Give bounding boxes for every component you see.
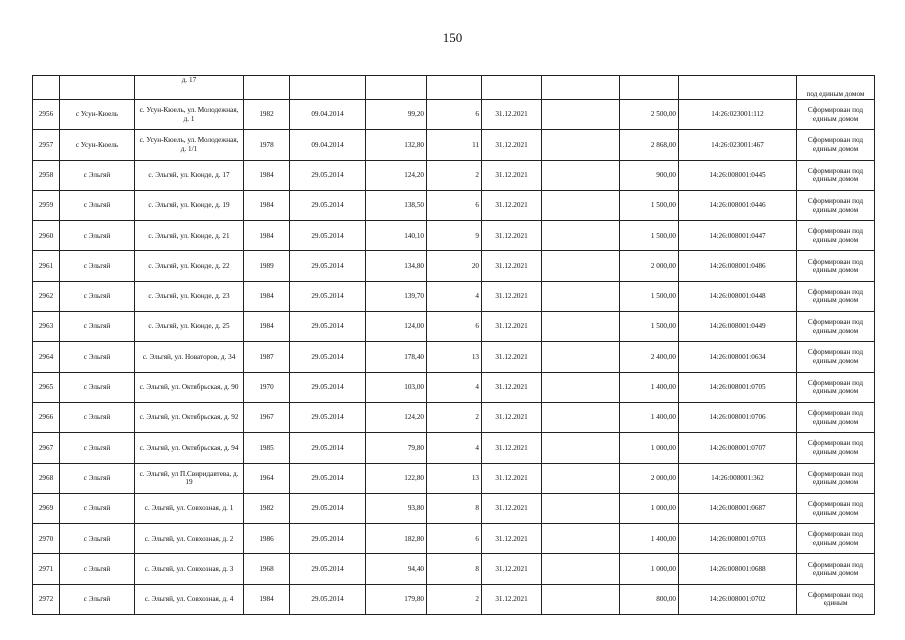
- cell-address: с. Усун-Кюель, ул. Молодежная, д. 1/1: [135, 130, 244, 160]
- cell-deadline: 31.12.2021: [482, 281, 542, 311]
- cell-deadline: 31.12.2021: [482, 372, 542, 402]
- cell-area: 122,80: [366, 463, 427, 493]
- table-row: [33, 493, 875, 523]
- page-number: 150: [442, 30, 463, 45]
- cell-date: 29.05.2014: [290, 312, 366, 342]
- cell-area: 99,20: [366, 100, 427, 130]
- cell-year: 1984: [244, 312, 290, 342]
- cell-amount: 800,00: [620, 584, 679, 614]
- cell-date: [290, 76, 366, 100]
- cell-amount: 1 400,00: [620, 372, 679, 402]
- table-row: [33, 251, 875, 281]
- cell-num: 2970: [33, 524, 60, 554]
- cell-date: 09.04.2014: [290, 130, 366, 160]
- cell-cadastre: 14:26:008001:0705: [679, 372, 797, 402]
- cell-status: Сформирован под единым домом: [797, 281, 875, 311]
- cell-year: 1984: [244, 584, 290, 614]
- cell-area: 134,80: [366, 251, 427, 281]
- cell-date: 29.05.2014: [290, 524, 366, 554]
- cell-num: 2968: [33, 463, 60, 493]
- cell-status: Сформирован под единым домом: [797, 251, 875, 281]
- cell-amount: 2 868,00: [620, 130, 679, 160]
- cell-date: 29.05.2014: [290, 160, 366, 190]
- cell-area: 124,00: [366, 312, 427, 342]
- cell-date: 29.05.2014: [290, 463, 366, 493]
- cell-num: 2966: [33, 402, 60, 432]
- table-row: [33, 554, 875, 584]
- cell-address: с. Эльгяй, ул. Кюнде, д. 25: [135, 312, 244, 342]
- cell-units: 20: [427, 251, 482, 281]
- cell-units: 13: [427, 463, 482, 493]
- cell-extra: [542, 463, 620, 493]
- cell-settlement: [60, 76, 135, 100]
- cell-extra: [542, 524, 620, 554]
- cell-cadastre: 14:26:008001:0707: [679, 433, 797, 463]
- cell-settlement: с Эльгяй: [60, 402, 135, 432]
- cell-units: 6: [427, 100, 482, 130]
- cell-amount: 2 000,00: [620, 463, 679, 493]
- cell-cadastre: 14:26:008001:0703: [679, 524, 797, 554]
- cell-settlement: с Эльгяй: [60, 554, 135, 584]
- cell-area: 93,80: [366, 493, 427, 523]
- cell-extra: [542, 372, 620, 402]
- cell-num: 2964: [33, 342, 60, 372]
- cell-cadastre: 14:26:008001:0446: [679, 190, 797, 220]
- table-row: [33, 372, 875, 402]
- cell-deadline: [482, 76, 542, 100]
- cell-amount: 1 400,00: [620, 402, 679, 432]
- cell-cadastre: 14:26:008001:0688: [679, 554, 797, 584]
- cell-status: Сформирован под единым домом: [797, 160, 875, 190]
- cell-year: 1970: [244, 372, 290, 402]
- cell-deadline: 31.12.2021: [482, 493, 542, 523]
- cell-address: д. 17: [135, 76, 244, 100]
- cell-address: с. Эльгяй, ул. Октябрьская, д. 94: [135, 433, 244, 463]
- cell-extra: [542, 402, 620, 432]
- cell-date: 29.05.2014: [290, 372, 366, 402]
- cell-date: 29.05.2014: [290, 190, 366, 220]
- cell-settlement: с Эльгяй: [60, 372, 135, 402]
- cell-date: 29.05.2014: [290, 221, 366, 251]
- cell-status: Сформирован под единым: [797, 584, 875, 614]
- cell-num: 2956: [33, 100, 60, 130]
- cell-year: 1982: [244, 100, 290, 130]
- cell-amount: 1 500,00: [620, 312, 679, 342]
- cell-units: 2: [427, 402, 482, 432]
- cell-year: 1986: [244, 524, 290, 554]
- cell-amount: [620, 76, 679, 100]
- cell-units: 4: [427, 281, 482, 311]
- cell-date: 29.05.2014: [290, 251, 366, 281]
- cell-year: 1985: [244, 433, 290, 463]
- cell-extra: [542, 160, 620, 190]
- cell-deadline: 31.12.2021: [482, 251, 542, 281]
- cell-address: с. Эльгяй, ул. Новаторов, д. 34: [135, 342, 244, 372]
- table-row: [33, 190, 875, 220]
- cell-settlement: с Эльгяй: [60, 524, 135, 554]
- cell-area: 182,80: [366, 524, 427, 554]
- cell-date: 29.05.2014: [290, 342, 366, 372]
- cell-year: 1978: [244, 130, 290, 160]
- cell-date: 29.05.2014: [290, 433, 366, 463]
- cell-status: Сформирован под единым домом: [797, 433, 875, 463]
- cell-address: с. Эльгяй, ул П.Свиридавтева, д. 19: [135, 463, 244, 493]
- cell-cadastre: [679, 76, 797, 100]
- cell-amount: 1 500,00: [620, 221, 679, 251]
- cell-status: Сформирован под единым домом: [797, 100, 875, 130]
- cell-amount: 1 000,00: [620, 493, 679, 523]
- cell-status: Сформирован под единым домом: [797, 493, 875, 523]
- cell-amount: 2 000,00: [620, 251, 679, 281]
- cell-units: 11: [427, 130, 482, 160]
- cell-settlement: с Эльгяй: [60, 342, 135, 372]
- cell-extra: [542, 433, 620, 463]
- cell-status: Сформирован под единым домом: [797, 221, 875, 251]
- cell-cadastre: 14:26:008001:0448: [679, 281, 797, 311]
- cell-num: 2957: [33, 130, 60, 160]
- table-row: [33, 281, 875, 311]
- cell-cadastre: 14:26:008001:0702: [679, 584, 797, 614]
- cell-address: с. Эльгяй, ул. Кюнде, д. 17: [135, 160, 244, 190]
- cell-extra: [542, 281, 620, 311]
- cell-date: 29.05.2014: [290, 493, 366, 523]
- table-row: [33, 221, 875, 251]
- cell-cadastre: 14:26:008001:0447: [679, 221, 797, 251]
- cell-deadline: 31.12.2021: [482, 190, 542, 220]
- cell-year: 1982: [244, 493, 290, 523]
- cell-units: [427, 76, 482, 100]
- cell-deadline: 31.12.2021: [482, 312, 542, 342]
- cell-address: с. Эльгяй, ул. Октябрьская, д. 92: [135, 402, 244, 432]
- cell-date: 29.05.2014: [290, 402, 366, 432]
- cell-cadastre: 14:26:008001:0687: [679, 493, 797, 523]
- cell-extra: [542, 251, 620, 281]
- cell-area: 103,00: [366, 372, 427, 402]
- cell-status: под единым домом: [797, 76, 875, 100]
- cell-amount: 1 500,00: [620, 190, 679, 220]
- cell-deadline: 31.12.2021: [482, 100, 542, 130]
- cell-amount: 2 400,00: [620, 342, 679, 372]
- table-row: [33, 160, 875, 190]
- cell-units: 2: [427, 160, 482, 190]
- cell-settlement: с Эльгяй: [60, 251, 135, 281]
- cell-units: 4: [427, 372, 482, 402]
- cell-amount: 1 400,00: [620, 524, 679, 554]
- cell-date: 09.04.2014: [290, 100, 366, 130]
- cell-status: Сформирован под единым домом: [797, 524, 875, 554]
- cell-cadastre: 14:26:023001:467: [679, 130, 797, 160]
- cell-units: 8: [427, 493, 482, 523]
- cell-year: 1967: [244, 402, 290, 432]
- cell-year: 1984: [244, 221, 290, 251]
- cell-num: 2962: [33, 281, 60, 311]
- cell-date: 29.05.2014: [290, 584, 366, 614]
- cell-cadastre: 14:26:008001:0706: [679, 402, 797, 432]
- cell-settlement: с Эльгяй: [60, 312, 135, 342]
- cell-area: 94,40: [366, 554, 427, 584]
- cell-extra: [542, 312, 620, 342]
- cell-deadline: 31.12.2021: [482, 463, 542, 493]
- cell-status: Сформирован под единым домом: [797, 342, 875, 372]
- cell-year: 1984: [244, 190, 290, 220]
- cell-area: 124,20: [366, 160, 427, 190]
- cell-area: 132,80: [366, 130, 427, 160]
- cell-num: 2969: [33, 493, 60, 523]
- cell-area: 178,40: [366, 342, 427, 372]
- cell-settlement: с Усун-Кюель: [60, 100, 135, 130]
- cell-num: [33, 76, 60, 100]
- cell-status: Сформирован под единым домом: [797, 554, 875, 584]
- cell-deadline: 31.12.2021: [482, 160, 542, 190]
- cell-extra: [542, 76, 620, 100]
- cell-status: Сформирован под единым домом: [797, 312, 875, 342]
- table-row: [33, 312, 875, 342]
- cell-deadline: 31.12.2021: [482, 402, 542, 432]
- cell-extra: [542, 342, 620, 372]
- cell-num: 2967: [33, 433, 60, 463]
- cell-year: 1968: [244, 554, 290, 584]
- cell-address: с. Эльгяй, ул. Совхозная, д. 4: [135, 584, 244, 614]
- cell-status: Сформирован под единым домом: [797, 372, 875, 402]
- cell-settlement: с Эльгяй: [60, 463, 135, 493]
- cell-amount: 1 000,00: [620, 554, 679, 584]
- cell-units: 13: [427, 342, 482, 372]
- cell-settlement: с Усун-Кюель: [60, 130, 135, 160]
- cell-cadastre: 14:26:008001:0486: [679, 251, 797, 281]
- cell-area: 179,80: [366, 584, 427, 614]
- cell-amount: 1 000,00: [620, 433, 679, 463]
- cell-year: 1989: [244, 251, 290, 281]
- cell-address: с. Эльгяй, ул. Октябрьская, д. 90: [135, 372, 244, 402]
- cell-num: 2963: [33, 312, 60, 342]
- cell-address: с. Эльгяй, ул. Совхозная, д. 3: [135, 554, 244, 584]
- cell-cadastre: 14:26:008001:0634: [679, 342, 797, 372]
- cell-address: с. Эльгяй, ул. Кюнде, д. 22: [135, 251, 244, 281]
- cell-deadline: 31.12.2021: [482, 524, 542, 554]
- cell-extra: [542, 190, 620, 220]
- cell-units: 9: [427, 221, 482, 251]
- cell-extra: [542, 554, 620, 584]
- cell-settlement: с Эльгяй: [60, 584, 135, 614]
- cell-status: Сформирован под единым домом: [797, 130, 875, 160]
- cell-address: с. Эльгяй, ул. Совхозная, д. 1: [135, 493, 244, 523]
- cell-year: 1984: [244, 160, 290, 190]
- cell-year: 1964: [244, 463, 290, 493]
- cell-deadline: 31.12.2021: [482, 584, 542, 614]
- cell-address: с. Усун-Кюель, ул. Молодежная, д. 1: [135, 100, 244, 130]
- cell-address: с. Эльгяй, ул. Кюнде, д. 19: [135, 190, 244, 220]
- table-row: [33, 100, 875, 130]
- cell-num: 2959: [33, 190, 60, 220]
- cell-deadline: 31.12.2021: [482, 554, 542, 584]
- cell-settlement: с Эльгяй: [60, 190, 135, 220]
- cell-year: [244, 76, 290, 100]
- cell-address: с. Эльгяй, ул. Кюнде, д. 21: [135, 221, 244, 251]
- cell-amount: 2 500,00: [620, 100, 679, 130]
- cell-extra: [542, 584, 620, 614]
- cell-area: 138,50: [366, 190, 427, 220]
- cell-deadline: 31.12.2021: [482, 433, 542, 463]
- cell-num: 2972: [33, 584, 60, 614]
- cell-num: 2958: [33, 160, 60, 190]
- cell-units: 8: [427, 554, 482, 584]
- cell-num: 2965: [33, 372, 60, 402]
- cell-units: 6: [427, 312, 482, 342]
- cell-year: 1987: [244, 342, 290, 372]
- cell-settlement: с Эльгяй: [60, 433, 135, 463]
- cell-area: 139,70: [366, 281, 427, 311]
- cell-area: 140,10: [366, 221, 427, 251]
- cell-address: с. Эльгяй, ул. Кюнде, д. 23: [135, 281, 244, 311]
- cell-settlement: с Эльгяй: [60, 281, 135, 311]
- housing-registry-table: [32, 75, 875, 615]
- cell-year: 1984: [244, 281, 290, 311]
- cell-extra: [542, 130, 620, 160]
- cell-date: 29.05.2014: [290, 281, 366, 311]
- cell-extra: [542, 221, 620, 251]
- cell-cadastre: 14:26:008001:0445: [679, 160, 797, 190]
- cell-deadline: 31.12.2021: [482, 221, 542, 251]
- cell-settlement: с Эльгяй: [60, 221, 135, 251]
- cell-deadline: 31.12.2021: [482, 130, 542, 160]
- table-row: [33, 584, 875, 614]
- cell-deadline: 31.12.2021: [482, 342, 542, 372]
- table-row: [33, 76, 875, 100]
- cell-settlement: с Эльгяй: [60, 493, 135, 523]
- cell-extra: [542, 493, 620, 523]
- table-row: [33, 130, 875, 160]
- table-row: [33, 524, 875, 554]
- cell-area: 124,20: [366, 402, 427, 432]
- cell-num: 2960: [33, 221, 60, 251]
- table-row: [33, 433, 875, 463]
- cell-area: [366, 76, 427, 100]
- cell-status: Сформирован под единым домом: [797, 402, 875, 432]
- table-row: [33, 402, 875, 432]
- cell-extra: [542, 100, 620, 130]
- cell-date: 29.05.2014: [290, 554, 366, 584]
- cell-status: Сформирован под единым домом: [797, 190, 875, 220]
- table-row: [33, 463, 875, 493]
- cell-units: 6: [427, 190, 482, 220]
- cell-amount: 1 500,00: [620, 281, 679, 311]
- table-row: [33, 342, 875, 372]
- cell-units: 4: [427, 433, 482, 463]
- cell-cadastre: 14:26:008001:362: [679, 463, 797, 493]
- cell-cadastre: 14:26:008001:0449: [679, 312, 797, 342]
- cell-status: Сформирован под единым домом: [797, 463, 875, 493]
- cell-amount: 900,00: [620, 160, 679, 190]
- cell-units: 2: [427, 584, 482, 614]
- cell-cadastre: 14:26:023001:112: [679, 100, 797, 130]
- cell-settlement: с Эльгяй: [60, 160, 135, 190]
- cell-address: с. Эльгяй, ул. Совхозная, д. 2: [135, 524, 244, 554]
- cell-num: 2961: [33, 251, 60, 281]
- cell-units: 6: [427, 524, 482, 554]
- cell-num: 2971: [33, 554, 60, 584]
- cell-area: 79,80: [366, 433, 427, 463]
- registry-body: [33, 76, 875, 615]
